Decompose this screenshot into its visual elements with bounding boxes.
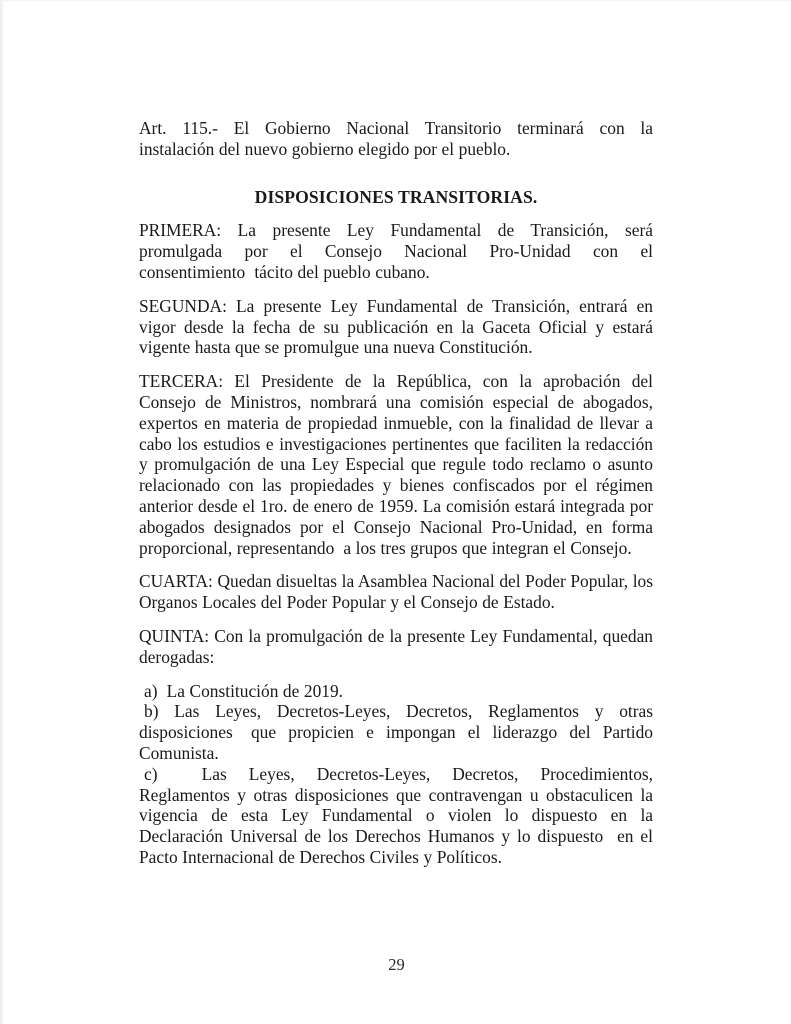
paragraph-cuarta: CUARTA: Quedan disueltas la Asamblea Nacional del Poder Popular, los Organos Locales del Poder Popular y el Consejo de Estado. [139, 571, 658, 613]
list-item-a: a) La Constitución de 2019. [144, 680, 344, 701]
document-text-block [139, 118, 658, 868]
page-number: 29 [388, 955, 405, 974]
list-item-b: b) Las Leyes, Decretos-Leyes, Decretos, Reglamentos y otras disposiciones que propicien e impongan el liderazgo del Partido Comunista. [139, 701, 658, 763]
paragraph-segunda: SEGUNDA: La presente Ley Fundamental de Transición, entrará en vigor desde la fecha de su publicación en la Gaceta Oficial y estará vigente hasta que se promulgue una nueva Constitución. [139, 295, 658, 358]
article-paragraph-art-115: Art. 115.- El Gobierno Nacional Transitorio terminará con la instalación del nuevo gobierno elegido por el pueblo. [139, 118, 658, 159]
paragraph-quinta: QUINTA: Con la promulgación de la presente Ley Fundamental, quedan derogadas: [139, 625, 658, 667]
scan-edge-top [1, 0, 791, 2]
section-heading-disposiciones-transitorias: DISPOSICIONES TRANSITORIAS. [254, 186, 538, 207]
list-item-c: c) Las Leyes, Decretos-Leyes, Decretos, Procedimientos, Reglamentos y otras disposiciones que contravengan u obstaculicen la vigencia de esta Ley Fundamental o violen lo dispuesto en la Declaración Universal de los Derechos Humanos y lo dispuesto en el Pacto Internacional de Derechos Civiles y Políticos. [139, 763, 658, 867]
paragraph-primera: PRIMERA: La presente Ley Fundamental de Transición, será promulgada por el Consejo Nacional Pro-Unidad con el consentimiento tácito del pueblo cubano. [139, 220, 658, 282]
paragraph-tercera: TERCERA: El Presidente de la República, con la aprobación del Consejo de Ministros, nombrará una comisión especial de abogados, expertos en materia de propiedad inmueble, con la finalidad de llevar a cabo los estudios e investigaciones pertinentes que faciliten la redacción y promulgación de una Ley Especial que regule todo reclamo o asunto relacionado con las propiedades y bienes confiscados por el régimen anterior desde el 1ro. de enero de 1959. La comisión estará integrada por abogados designados por el Consejo Nacional Pro-Unidad, en forma proporcional, representando a los tres grupos que integran el Consejo. [139, 371, 658, 558]
scan-edge-left [1, 0, 4, 1024]
